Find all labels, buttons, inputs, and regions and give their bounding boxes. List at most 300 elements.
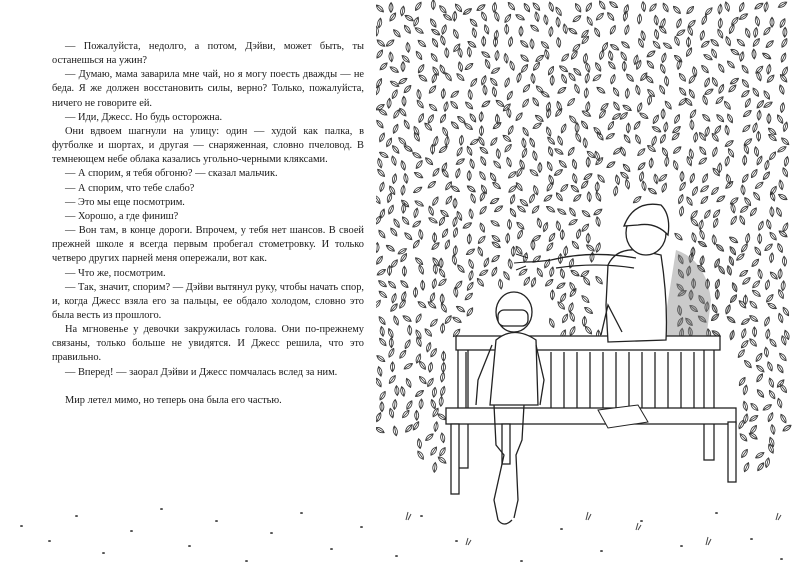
- leaf: [428, 84, 438, 94]
- leaf: [376, 242, 379, 252]
- leaf: [700, 40, 710, 49]
- leaf: [622, 163, 632, 173]
- leaf: [754, 2, 764, 11]
- leaf: [427, 205, 434, 216]
- leaf: [685, 196, 693, 207]
- leaf: [392, 123, 400, 134]
- leaf: [595, 12, 605, 22]
- leaf: [559, 268, 565, 279]
- leaf: [404, 14, 415, 23]
- leaf: [376, 412, 382, 423]
- leaf: [376, 49, 384, 60]
- leaf: [507, 170, 517, 179]
- leaf: [378, 337, 388, 347]
- leaf: [481, 50, 492, 59]
- leaf: [455, 146, 463, 157]
- leaf: [741, 276, 751, 286]
- leaf: [691, 186, 699, 197]
- leaf: [762, 171, 771, 181]
- leaf: [414, 313, 422, 324]
- leaf: [612, 101, 621, 112]
- leaf: [731, 282, 739, 293]
- leaf: [741, 173, 750, 184]
- leaf: [439, 396, 444, 406]
- leaf: [529, 168, 539, 177]
- leaf: [583, 138, 588, 148]
- leaf: [654, 29, 660, 40]
- leaf: [420, 280, 425, 290]
- paragraph: — А спорим, что тебе слабо?: [65, 182, 195, 194]
- leaf: [711, 147, 718, 158]
- leaf: [521, 126, 529, 137]
- leaf: [479, 112, 484, 122]
- leaf: [697, 240, 708, 249]
- leaf: [717, 265, 726, 276]
- leaf: [468, 113, 477, 124]
- leaf: [557, 86, 567, 95]
- leaf: [778, 269, 783, 279]
- leaf: [506, 107, 512, 118]
- leaf: [783, 330, 790, 341]
- leaf: [453, 245, 458, 255]
- leaf: [392, 218, 401, 229]
- bench: [446, 336, 736, 494]
- leaf: [491, 87, 497, 98]
- ground-dot: [395, 555, 398, 557]
- leaf: [568, 326, 576, 337]
- leaf: [738, 269, 748, 278]
- leaf: [504, 77, 511, 88]
- leaf: [401, 409, 411, 419]
- leaf: [622, 61, 626, 71]
- leaf: [583, 172, 593, 181]
- leaf: [729, 330, 735, 341]
- leaf: [389, 227, 398, 237]
- leaf: [766, 74, 776, 84]
- leaf: [438, 216, 446, 227]
- leaf: [762, 90, 771, 101]
- leaf: [441, 362, 446, 372]
- leaf: [506, 90, 514, 101]
- leaf: [484, 59, 491, 70]
- leaf: [532, 121, 543, 130]
- leaf: [741, 78, 750, 88]
- paragraph: — Вон там, в конце дороги. Впрочем, у тебя нет шансов. В своей прежней школе я всегда первым пробегал стометровку. И только четверо других парней меня опережали, вот как.: [52, 225, 364, 265]
- leaf: [698, 146, 707, 156]
- leaf: [385, 244, 395, 253]
- leaf: [743, 196, 752, 206]
- leaf: [452, 227, 458, 238]
- leaf: [740, 328, 747, 339]
- leaf: [392, 173, 398, 184]
- leaf: [467, 89, 473, 100]
- leaf: [545, 242, 554, 252]
- leaf: [724, 304, 731, 315]
- leaf: [479, 222, 486, 233]
- leaf: [561, 313, 569, 324]
- leaf: [703, 77, 711, 88]
- leaf: [678, 86, 687, 96]
- leaf: [466, 184, 476, 193]
- leaf: [403, 144, 414, 153]
- leaf: [431, 196, 440, 207]
- leaf: [568, 207, 577, 218]
- leaf: [431, 278, 437, 289]
- leaf: [491, 181, 501, 190]
- leaf: [515, 13, 526, 21]
- leaf: [749, 402, 759, 412]
- leaf: [568, 218, 579, 227]
- leaf: [540, 40, 550, 50]
- leaf: [443, 101, 449, 112]
- paragraph: — Иди, Джесс. Но будь осторожна.: [65, 111, 223, 123]
- leaf: [605, 132, 616, 141]
- leaf: [716, 28, 724, 39]
- ground-dot: [20, 525, 23, 527]
- leaf: [636, 102, 643, 113]
- leaf: [762, 26, 771, 36]
- leaf: [609, 25, 617, 36]
- leaf: [652, 40, 662, 50]
- leaf: [740, 448, 749, 458]
- leaf: [495, 99, 505, 108]
- leaf: [608, 50, 614, 61]
- paragraph: — Думаю, мама заварила мне чай, но я могу поесть дважды — не беда. Я же должен восстановить силы, верно? Только, пожалуйста, ничего не говорите ей.: [52, 69, 364, 109]
- leaf: [580, 180, 590, 190]
- leaf: [700, 64, 710, 74]
- leaf: [584, 325, 593, 335]
- leaf: [376, 268, 387, 277]
- leaf: [781, 281, 786, 291]
- leaf: [580, 223, 590, 233]
- leaf: [687, 25, 694, 36]
- leaf: [532, 150, 538, 161]
- leaf: [553, 168, 563, 177]
- leaf: [593, 27, 601, 38]
- leaf: [413, 171, 424, 180]
- leaf: [543, 193, 553, 202]
- boy: [514, 204, 669, 342]
- leaf: [567, 72, 576, 82]
- leaf: [482, 36, 486, 46]
- leaf: [780, 335, 787, 346]
- leaf: [723, 100, 732, 110]
- leaf: [554, 6, 563, 17]
- leaf: [403, 173, 409, 184]
- leaf: [711, 77, 719, 88]
- leaf: [469, 18, 479, 28]
- leaf: [690, 120, 695, 130]
- leaf: [780, 102, 786, 113]
- leaf: [503, 143, 512, 153]
- ground-dot: [715, 512, 718, 514]
- leaf: [464, 62, 474, 71]
- leaf: [661, 109, 665, 119]
- leaf: [465, 247, 476, 256]
- leaf: [376, 4, 385, 14]
- leaf: [718, 18, 723, 28]
- leaf: [639, 171, 645, 182]
- leaf: [376, 426, 385, 435]
- leaf: [419, 399, 424, 409]
- leaf: [699, 255, 705, 266]
- leaf: [438, 4, 448, 14]
- leaf: [403, 84, 413, 94]
- leaf: [647, 95, 653, 106]
- leaf: [424, 327, 434, 337]
- leaf: [439, 258, 443, 268]
- leaf: [769, 207, 774, 217]
- leaf: [779, 383, 788, 393]
- leaf: [489, 136, 498, 146]
- leaf: [586, 157, 590, 167]
- leaf: [726, 60, 736, 70]
- leaf: [779, 413, 787, 424]
- leaf: [641, 181, 647, 192]
- leaf: [509, 207, 518, 218]
- leaf: [509, 194, 516, 205]
- leaf: [394, 385, 399, 395]
- leaf: [463, 122, 473, 131]
- leaf: [498, 279, 503, 289]
- leaf: [755, 155, 763, 166]
- leaf: [575, 229, 581, 240]
- leaf: [378, 390, 387, 401]
- leaf: [782, 424, 792, 433]
- leaf: [391, 89, 399, 100]
- leaf: [414, 26, 425, 35]
- leaf: [777, 193, 788, 202]
- ground-dot: [560, 528, 563, 530]
- leaf: [661, 2, 669, 13]
- leaf: [741, 124, 751, 134]
- leaf: [726, 315, 736, 324]
- leaf: [415, 159, 424, 169]
- leaf: [699, 184, 709, 193]
- leaf: [567, 146, 576, 156]
- leaf: [530, 73, 535, 83]
- leaf: [462, 221, 473, 230]
- text-page: [52, 40, 364, 408]
- leaf: [592, 73, 602, 82]
- leaf: [545, 182, 554, 193]
- ground-dot: [75, 515, 78, 517]
- leaf: [608, 0, 618, 9]
- leaf: [698, 219, 704, 230]
- leaf: [378, 108, 389, 117]
- leaf: [465, 307, 474, 318]
- leaf: [735, 252, 745, 261]
- leaf: [649, 158, 654, 168]
- leaf: [711, 303, 719, 314]
- leaf: [392, 426, 398, 437]
- leaf: [418, 229, 424, 240]
- leaf: [550, 290, 554, 300]
- leaf: [444, 195, 453, 206]
- leaf: [633, 54, 639, 65]
- ground-dot: [750, 538, 753, 540]
- leaf: [494, 50, 499, 60]
- leaf: [439, 64, 447, 75]
- leaf: [516, 72, 522, 83]
- leaf: [634, 134, 642, 145]
- leaf: [562, 24, 568, 35]
- leaf: [571, 173, 578, 184]
- leaf: [581, 209, 591, 218]
- leaf: [568, 258, 575, 269]
- leaf: [769, 271, 779, 281]
- leaf: [756, 99, 766, 109]
- leaf: [658, 173, 668, 183]
- leaf: [739, 204, 749, 213]
- leaf: [738, 376, 747, 386]
- leaf: [776, 114, 785, 125]
- leaf: [574, 2, 583, 13]
- leaf: [715, 95, 725, 105]
- leaf: [387, 347, 395, 358]
- leaf: [659, 133, 667, 144]
- leaf: [768, 338, 777, 348]
- leaf: [403, 24, 412, 34]
- leaf: [687, 37, 691, 47]
- leaf: [728, 245, 737, 256]
- leaf: [417, 63, 426, 74]
- leaf: [451, 255, 457, 266]
- leaf: [479, 126, 484, 136]
- leaf: [729, 196, 739, 205]
- leaf: [703, 53, 714, 62]
- leaf: [554, 147, 565, 156]
- leaf: [467, 234, 471, 244]
- leaf: [428, 216, 439, 224]
- leaf: [622, 11, 628, 22]
- leaf: [548, 1, 555, 12]
- leaf: [493, 37, 498, 47]
- leaf: [776, 398, 783, 409]
- leaf: [444, 136, 450, 147]
- leaf: [584, 88, 589, 98]
- leaf: [768, 377, 775, 388]
- leaf: [515, 221, 525, 231]
- leaf: [548, 232, 557, 243]
- leaf: [757, 110, 762, 120]
- leaf: [584, 73, 590, 84]
- leaf: [685, 47, 693, 58]
- leaf: [429, 446, 438, 457]
- leaf: [635, 59, 642, 70]
- leaf: [780, 38, 788, 49]
- leaf: [752, 191, 761, 201]
- leaf: [455, 305, 466, 314]
- leaf: [780, 136, 790, 146]
- leaf: [594, 191, 602, 202]
- leaf: [568, 27, 579, 36]
- leaf: [653, 15, 659, 26]
- leaf: [387, 328, 395, 339]
- paragraph: На мгновенье у девочки закружилась голова. Они по-прежнему связаны, только больше не увидятся. И Джесс решила, что это правильно.: [52, 324, 364, 364]
- leaf: [559, 292, 567, 303]
- leaf: [407, 325, 412, 335]
- leaf: [691, 232, 697, 243]
- leaf: [635, 85, 641, 96]
- leaf: [450, 184, 461, 193]
- leaf: [766, 361, 773, 372]
- leaf: [744, 28, 751, 39]
- leaf: [585, 62, 591, 73]
- leaf: [545, 205, 556, 214]
- leaf: [376, 168, 386, 178]
- leaf: [739, 51, 745, 62]
- leaf: [710, 186, 720, 196]
- leaf: [729, 215, 738, 226]
- leaf: [737, 348, 746, 358]
- leaf: [766, 64, 772, 75]
- leaf: [507, 259, 513, 270]
- paragraph: — Это мы еще посмотрим.: [65, 196, 185, 208]
- leaf: [595, 216, 601, 227]
- leaf: [389, 65, 400, 74]
- leaf: [770, 424, 776, 435]
- leaf: [415, 353, 422, 364]
- leaf: [528, 193, 536, 204]
- leaf: [580, 269, 590, 278]
- leaf: [724, 1, 731, 12]
- leaf: [587, 192, 592, 202]
- ground-dot: [330, 548, 333, 550]
- leaf: [633, 120, 642, 130]
- leaf: [776, 243, 784, 254]
- leaf: [490, 266, 498, 277]
- leaf: [688, 74, 697, 84]
- leaf: [641, 1, 646, 11]
- leaf: [377, 315, 386, 325]
- leaf: [523, 2, 532, 13]
- leaf: [726, 265, 733, 276]
- leaf: [598, 49, 605, 60]
- leaf: [620, 40, 630, 49]
- leaf: [598, 109, 607, 119]
- leaf: [389, 338, 393, 348]
- ground-dot: [360, 526, 363, 528]
- leaf: [377, 279, 387, 288]
- leaf: [431, 144, 435, 154]
- leaf: [378, 290, 388, 299]
- leaf: [397, 136, 407, 146]
- leaf: [750, 258, 760, 268]
- leaf: [653, 174, 659, 185]
- leaf: [673, 36, 680, 47]
- leaf: [688, 88, 696, 99]
- leaf: [693, 132, 698, 142]
- leaf: [404, 423, 414, 433]
- ground-dot: [160, 508, 163, 510]
- leaf: [573, 83, 580, 94]
- leaf: [728, 256, 735, 267]
- ground-dot: [215, 520, 218, 522]
- leaf: [398, 349, 407, 359]
- leaf: [563, 246, 568, 256]
- leaf: [444, 72, 453, 82]
- leaf: [438, 446, 447, 457]
- leaf: [405, 378, 413, 389]
- leaf: [740, 89, 750, 98]
- leaf: [664, 76, 669, 86]
- leaf: [704, 87, 715, 96]
- leaf: [376, 299, 382, 309]
- leaf: [413, 208, 419, 219]
- leaf: [749, 207, 758, 217]
- leaf: [717, 84, 725, 95]
